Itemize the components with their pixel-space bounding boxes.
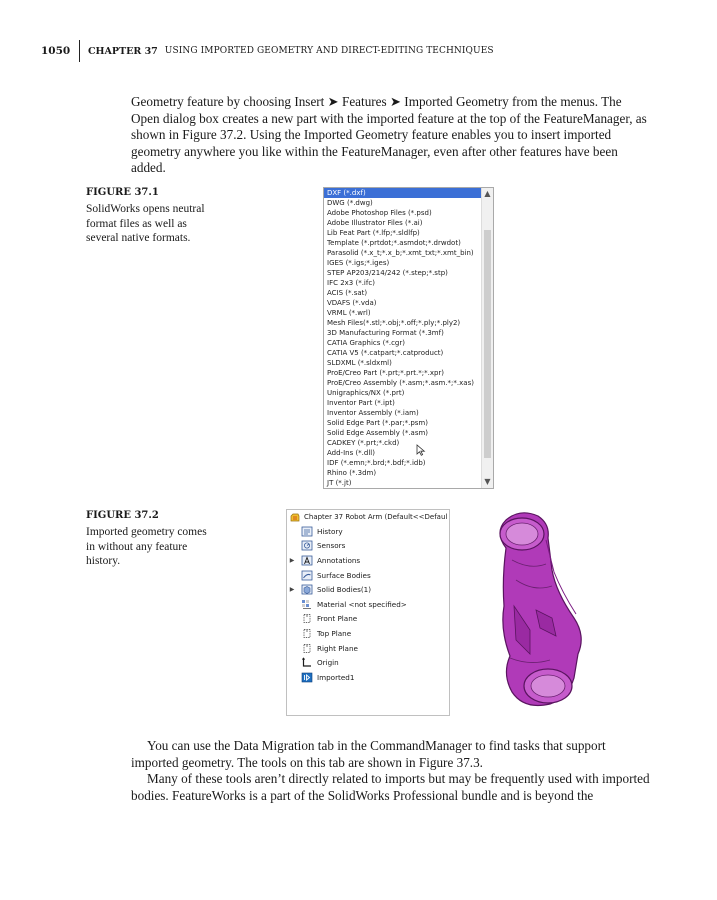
plane-icon — [301, 643, 313, 654]
file-type-item[interactable]: Mesh Files(*.stl;*.obj;*.off;*.ply;*.ply2) — [327, 319, 461, 327]
tree-item-label: Top Plane — [317, 628, 352, 638]
tree-item-label: Right Plane — [317, 643, 358, 653]
tree-item-label: Front Plane — [317, 614, 358, 624]
tree-item-right-plane[interactable] — [287, 641, 449, 656]
tree-item-history[interactable] — [287, 524, 449, 539]
file-type-item[interactable]: Rhino (*.3dm) — [327, 469, 377, 477]
file-type-item[interactable]: Adobe Illustrator Files (*.ai) — [327, 219, 423, 227]
figure-2-caption — [86, 509, 216, 569]
tree-item-label: Sensors — [317, 541, 346, 551]
tree-item-surface-bodies[interactable] — [287, 568, 449, 583]
closing-paragraph: You can use the Data Migration tab in the CommandManager to find tasks that support imported geometry. The tools on this tab are shown in Figure 37.3. — [131, 738, 606, 770]
page-number: 1050 — [41, 45, 71, 57]
file-type-item[interactable]: Parasolid (*.x_t;*.x_b;*.xmt_txt;*.xmt_bin) — [327, 249, 474, 257]
file-type-item[interactable]: IDF (*.emn;*.brd;*.bdf;*.idb) — [327, 459, 426, 467]
figure-1-caption — [86, 186, 216, 246]
robot-arm-part-image — [490, 510, 588, 710]
file-type-item[interactable]: CADKEY (*.prt;*.ckd) — [327, 439, 400, 447]
featuremanager-tree[interactable] — [286, 509, 450, 716]
tree-item-annotations[interactable] — [287, 553, 449, 568]
chapter-label: CHAPTER 37 — [88, 45, 158, 57]
tree-item-label: History — [317, 526, 343, 536]
annotations-icon — [301, 555, 313, 566]
origin-icon — [301, 657, 313, 668]
tree-item-label: Imported1 — [317, 672, 355, 682]
tree-item-label: Surface Bodies — [317, 570, 371, 580]
running-header — [41, 40, 494, 62]
solid-bodies-icon — [301, 584, 313, 595]
figure-2-label: FIGURE 37.2 — [86, 510, 159, 521]
sensor-icon — [301, 540, 313, 551]
file-type-item[interactable]: VDAFS (*.vda) — [327, 299, 377, 307]
tree-item-label: Annotations — [317, 555, 361, 565]
file-type-list[interactable] — [323, 187, 494, 489]
intro-paragraph — [131, 94, 653, 177]
closing-paragraph: Many of these tools aren’t directly related to imports but may be frequently used with imported bodies. FeatureWorks is a part of the SolidWorks Professional bundle and is beyond the — [131, 771, 650, 803]
header-divider — [79, 40, 80, 62]
figure-1-label: FIGURE 37.1 — [86, 187, 159, 198]
intro-paragraph-text: Geometry feature by choosing Insert ➤ Features ➤ Imported Geometry from the menus. The Open dialog box creates a new part with the imported feature at the top of the FeatureManager, as shown in Figure 37.2. Using the Imported Geometry feature enables you to insert imported geometry anywhere you like within the FeatureManager, even after other features have been added. — [131, 94, 647, 176]
file-type-item[interactable]: Inventor Assembly (*.iam) — [327, 409, 419, 417]
tree-item-label: Origin — [317, 658, 339, 668]
material-icon — [301, 599, 313, 610]
plane-icon — [301, 613, 313, 624]
file-type-items — [324, 188, 482, 488]
tree-root[interactable] — [287, 510, 449, 524]
imported-feature-icon — [301, 672, 313, 683]
file-type-item[interactable]: 3D Manufacturing Format (*.3mf) — [327, 329, 444, 337]
mouse-cursor-icon — [416, 444, 426, 456]
tree-item-sensors[interactable] — [287, 539, 449, 554]
tree-item-solid-bodies[interactable] — [287, 582, 449, 597]
scroll-thumb[interactable] — [484, 230, 491, 458]
chapter-title: USING IMPORTED GEOMETRY AND DIRECT-EDITING TECHNIQUES — [164, 46, 494, 56]
file-type-item[interactable]: Adobe Photoshop Files (*.psd) — [327, 209, 432, 217]
file-type-item[interactable]: ProE/Creo Assembly (*.asm;*.asm.*;*.xas) — [327, 379, 474, 387]
file-type-item[interactable]: SLDXML (*.sldxml) — [327, 359, 392, 367]
tree-item-front-plane[interactable] — [287, 612, 449, 627]
file-type-item[interactable]: IGES (*.igs;*.iges) — [327, 259, 390, 267]
file-type-item[interactable]: IFC 2x3 (*.ifc) — [327, 279, 375, 287]
file-type-item[interactable]: Inventor Part (*.ipt) — [327, 399, 395, 407]
figure-2-caption-text: Imported geometry comes in without any feature history. — [86, 525, 207, 568]
history-icon — [301, 526, 313, 537]
closing-paragraphs — [131, 738, 653, 804]
file-type-item[interactable]: Solid Edge Assembly (*.asm) — [327, 429, 429, 437]
file-type-item[interactable]: Solid Edge Part (*.par;*.psm) — [327, 419, 428, 427]
tree-item-label: Solid Bodies(1) — [317, 585, 372, 595]
file-type-item[interactable]: Lib Feat Part (*.lfp;*.sldlfp) — [327, 229, 420, 237]
file-list-scrollbar[interactable] — [481, 188, 493, 488]
part-icon — [289, 512, 301, 523]
tree-item-origin[interactable] — [287, 655, 449, 670]
file-type-item[interactable]: CATIA V5 (*.catpart;*.catproduct) — [327, 349, 444, 357]
file-type-item[interactable]: Add-Ins (*.dll) — [327, 449, 375, 457]
figure-1-caption-text: SolidWorks opens neutral format files as well as several native formats. — [86, 202, 205, 245]
tree-item-material[interactable] — [287, 597, 449, 612]
expand-arrow-icon[interactable]: ▶ — [289, 556, 295, 564]
file-type-item[interactable]: DXF (*.dxf) — [324, 188, 482, 198]
expand-arrow-icon[interactable]: ▶ — [289, 586, 295, 594]
plane-icon — [301, 628, 313, 639]
tree-item-top-plane[interactable] — [287, 626, 449, 641]
scroll-up-icon[interactable]: ▲ — [484, 189, 491, 198]
file-type-item[interactable]: DWG (*.dwg) — [327, 199, 373, 207]
file-type-item[interactable]: Template (*.prtdot;*.asmdot;*.drwdot) — [327, 239, 461, 247]
file-type-item[interactable]: JT (*.jt) — [327, 479, 352, 487]
file-type-item[interactable]: Unigraphics/NX (*.prt) — [327, 389, 405, 397]
tree-root-title: Chapter 37 Robot Arm (Default<<Defaul — [304, 513, 448, 521]
tree-item-label: Material <not specified> — [317, 599, 407, 609]
file-type-item[interactable]: ProE/Creo Part (*.prt;*.prt.*;*.xpr) — [327, 369, 445, 377]
surface-bodies-icon — [301, 570, 313, 581]
file-type-item[interactable]: ACIS (*.sat) — [327, 289, 368, 297]
file-type-item[interactable]: STEP AP203/214/242 (*.step;*.stp) — [327, 269, 448, 277]
scroll-down-icon[interactable]: ▼ — [484, 477, 491, 486]
file-type-item[interactable]: CATIA Graphics (*.cgr) — [327, 339, 405, 347]
file-type-item[interactable]: VRML (*.wrl) — [327, 309, 371, 317]
tree-item-imported1[interactable] — [287, 670, 449, 685]
